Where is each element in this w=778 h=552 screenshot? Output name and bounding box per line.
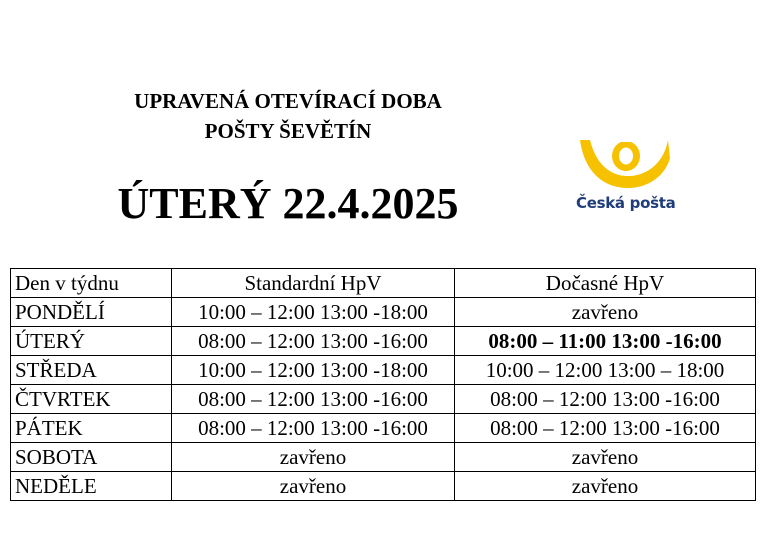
column-header-standard: Standardní HpV [172, 269, 455, 298]
temporary-hours-cell: zavřeno [455, 443, 756, 472]
table-row [11, 327, 756, 356]
day-cell: SOBOTA [11, 443, 172, 472]
temporary-hours-cell: zavřeno [455, 298, 756, 327]
column-header-day: Den v týdnu [11, 269, 172, 298]
column-header-temporary: Dočasné HpV [455, 269, 756, 298]
day-cell: STŘEDA [11, 356, 172, 385]
table-row [11, 385, 756, 414]
standard-hours-cell: 08:00 – 12:00 13:00 -16:00 [172, 327, 455, 356]
table-row [11, 443, 756, 472]
notice-title-line1: UPRAVENÁ OTEVÍRACÍ DOBA [134, 89, 442, 113]
day-cell: ÚTERÝ [11, 327, 172, 356]
standard-hours-cell: 08:00 – 12:00 13:00 -16:00 [172, 385, 455, 414]
standard-hours-cell: zavřeno [172, 472, 455, 501]
table-row [11, 472, 756, 501]
day-cell: ČTVRTEK [11, 385, 172, 414]
temporary-hours-cell-highlighted: 08:00 – 11:00 13:00 -16:00 [455, 327, 756, 356]
table-row [11, 356, 756, 385]
table-header-row [11, 269, 756, 298]
temporary-hours-cell: zavřeno [455, 472, 756, 501]
notice-title-line2: POŠTY ŠEVĚTÍN [204, 119, 372, 143]
post-horn-icon [578, 136, 674, 192]
day-cell: NEDĚLE [11, 472, 172, 501]
temporary-hours-cell: 10:00 – 12:00 13:00 – 18:00 [455, 356, 756, 385]
temporary-hours-cell: 08:00 – 12:00 13:00 -16:00 [455, 414, 756, 443]
table-row [11, 298, 756, 327]
temporary-hours-cell: 08:00 – 12:00 13:00 -16:00 [455, 385, 756, 414]
opening-hours-table [10, 268, 756, 501]
ceska-posta-logo [572, 136, 688, 220]
standard-hours-cell: 08:00 – 12:00 13:00 -16:00 [172, 414, 455, 443]
table-row [11, 414, 756, 443]
day-cell: PONDĚLÍ [11, 298, 172, 327]
standard-hours-cell: 10:00 – 12:00 13:00 -18:00 [172, 356, 455, 385]
standard-hours-cell: zavřeno [172, 443, 455, 472]
standard-hours-cell: 10:00 – 12:00 13:00 -18:00 [172, 298, 455, 327]
day-cell: PÁTEK [11, 414, 172, 443]
logo-text: Česká pošta [576, 194, 676, 212]
notice-date: ÚTERÝ 22.4.2025 [117, 179, 459, 228]
